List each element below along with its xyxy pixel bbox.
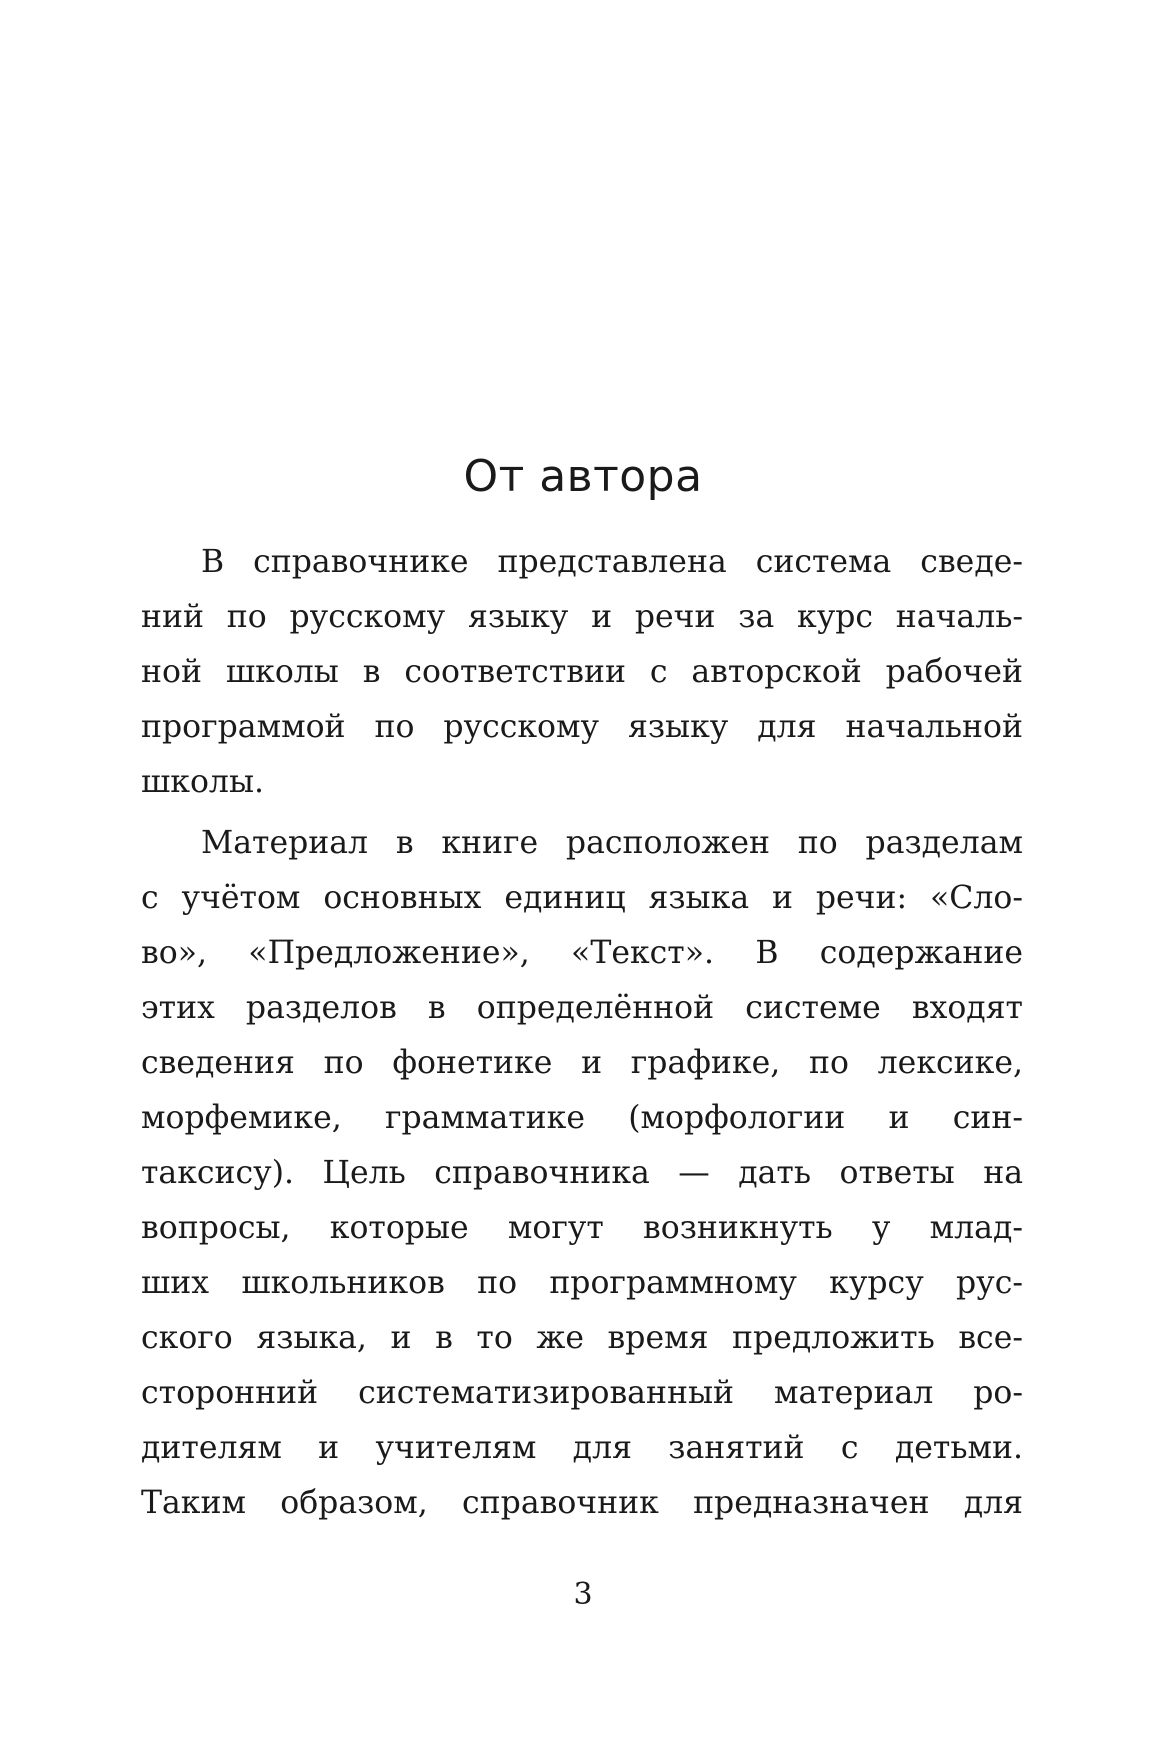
text-line: В справочнике представлена система сведе- <box>201 544 1023 580</box>
text-line: таксису). Цель справочника — дать ответы на <box>141 1155 1023 1191</box>
paragraph-2 <box>141 816 1023 1531</box>
page-title: От автора <box>463 451 703 502</box>
text-line: во», «Предложение», «Текст». В содержание <box>141 935 1023 971</box>
text-line: ших школьников по программному курсу рус- <box>141 1265 1023 1301</box>
text-line: Таким образом, справочник предназначен для <box>141 1485 1023 1521</box>
text-line: ского языка, и в то же время предложить все- <box>141 1320 1023 1356</box>
text-line: ний по русскому языку и речи за курс началь- <box>141 599 1023 635</box>
text-line: дителям и учителям для занятий с детьми. <box>141 1430 1023 1466</box>
text-line: сведения по фонетике и графике, по лексике, <box>141 1045 1023 1081</box>
text-line: морфемике, грамматике (морфологии и син- <box>141 1100 1023 1136</box>
page-number: 3 <box>573 1577 593 1612</box>
text-line: сторонний систематизированный материал ро- <box>141 1375 1023 1411</box>
text-line: ной школы в соответствии с авторской рабочей <box>141 654 1023 690</box>
paragraph-1 <box>141 535 1023 810</box>
text-line: программой по русскому языку для начальной <box>141 709 1023 745</box>
text-line: вопросы, которые могут возникнуть у млад- <box>141 1210 1023 1246</box>
text-line: Материал в книге расположен по разделам <box>201 825 1023 861</box>
body-text <box>141 535 1023 1531</box>
text-line: с учётом основных единиц языка и речи: «Сло- <box>141 880 1023 916</box>
text-line: этих разделов в определённой системе входят <box>141 990 1023 1026</box>
text-line: школы. <box>141 764 265 800</box>
